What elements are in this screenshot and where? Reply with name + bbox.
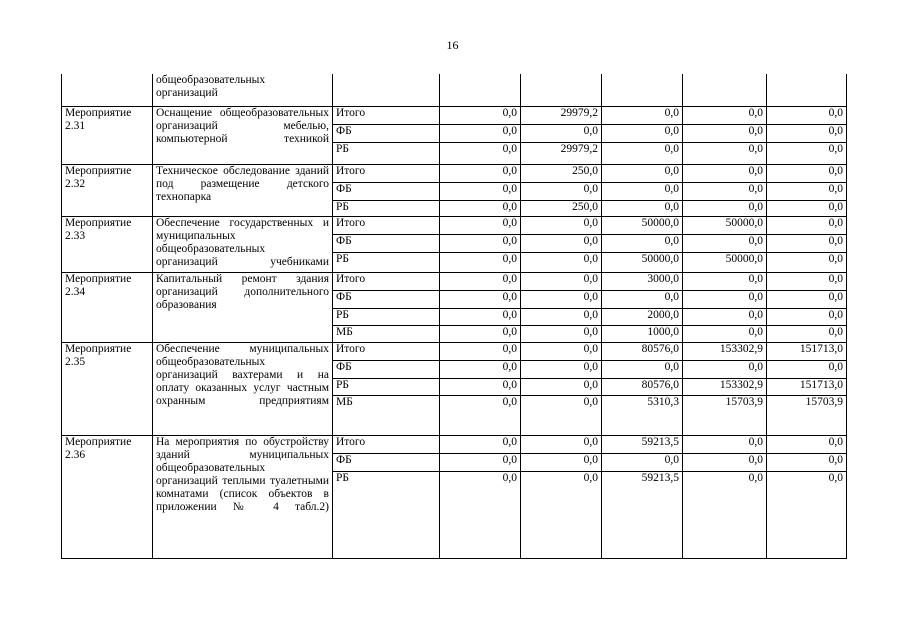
amount-cell: 0,0 bbox=[767, 325, 847, 342]
measure-description: Техническое обследование зданий под размещение детского технопарка bbox=[153, 164, 333, 216]
amount-cell: 50000,0 bbox=[602, 252, 683, 272]
measure-description: Оснащение общеобразовательных организаций мебелью, компьютерной техникой bbox=[153, 106, 333, 164]
amount-cell: 0,0 bbox=[767, 471, 847, 558]
amount-cell: 151713,0 bbox=[767, 342, 847, 360]
amount-cell: 80576,0 bbox=[602, 342, 683, 360]
amount-cell: 153302,9 bbox=[683, 378, 767, 395]
amount-cell: 0,0 bbox=[767, 164, 847, 182]
table-row bbox=[62, 216, 847, 234]
funding-source: ФБ bbox=[333, 234, 440, 252]
measure-id: Мероприятие 2.32 bbox=[62, 164, 153, 216]
amount-cell: 0,0 bbox=[767, 124, 847, 142]
continuation-empty-cell bbox=[767, 74, 847, 106]
amount-cell: 0,0 bbox=[683, 435, 767, 453]
continuation-empty-cell bbox=[521, 74, 602, 106]
continuation-empty-cell bbox=[333, 74, 440, 106]
amount-cell: 0,0 bbox=[440, 342, 521, 360]
amount-cell: 0,0 bbox=[683, 106, 767, 124]
amount-cell: 50000,0 bbox=[683, 252, 767, 272]
amount-cell: 0,0 bbox=[683, 200, 767, 216]
amount-cell: 0,0 bbox=[521, 234, 602, 252]
funding-source: ФБ bbox=[333, 182, 440, 200]
amount-cell: 250,0 bbox=[521, 164, 602, 182]
amount-cell: 29979,2 bbox=[521, 106, 602, 124]
amount-cell: 0,0 bbox=[683, 164, 767, 182]
measure-id: Мероприятие 2.36 bbox=[62, 435, 153, 558]
amount-cell: 59213,5 bbox=[602, 471, 683, 558]
amount-cell: 0,0 bbox=[683, 453, 767, 471]
amount-cell: 0,0 bbox=[440, 182, 521, 200]
amount-cell: 0,0 bbox=[767, 435, 847, 453]
amount-cell: 0,0 bbox=[440, 325, 521, 342]
amount-cell: 0,0 bbox=[521, 124, 602, 142]
amount-cell: 0,0 bbox=[521, 435, 602, 453]
funding-source: МБ bbox=[333, 325, 440, 342]
amount-cell: 29979,2 bbox=[521, 142, 602, 164]
amount-cell: 0,0 bbox=[521, 290, 602, 308]
amount-cell: 0,0 bbox=[602, 290, 683, 308]
amount-cell: 0,0 bbox=[440, 435, 521, 453]
amount-cell: 0,0 bbox=[767, 182, 847, 200]
amount-cell: 0,0 bbox=[602, 360, 683, 378]
funding-source: Итого bbox=[333, 342, 440, 360]
amount-cell: 0,0 bbox=[521, 182, 602, 200]
amount-cell: 0,0 bbox=[521, 272, 602, 290]
amount-cell: 0,0 bbox=[683, 471, 767, 558]
funding-source: Итого bbox=[333, 435, 440, 453]
table-row bbox=[62, 164, 847, 182]
continuation-row bbox=[62, 74, 847, 106]
amount-cell: 0,0 bbox=[602, 453, 683, 471]
amount-cell: 1000,0 bbox=[602, 325, 683, 342]
amount-cell: 80576,0 bbox=[602, 378, 683, 395]
amount-cell: 0,0 bbox=[767, 252, 847, 272]
amount-cell: 0,0 bbox=[602, 142, 683, 164]
amount-cell: 0,0 bbox=[602, 124, 683, 142]
measure-id: Мероприятие 2.31 bbox=[62, 106, 153, 164]
amount-cell: 59213,5 bbox=[602, 435, 683, 453]
amount-cell: 0,0 bbox=[440, 164, 521, 182]
amount-cell: 0,0 bbox=[440, 124, 521, 142]
amount-cell: 0,0 bbox=[521, 378, 602, 395]
table-row bbox=[62, 272, 847, 290]
funding-source: Итого bbox=[333, 164, 440, 182]
funding-source: РБ bbox=[333, 252, 440, 272]
amount-cell: 0,0 bbox=[683, 308, 767, 325]
funding-source: Итого bbox=[333, 106, 440, 124]
amount-cell: 0,0 bbox=[767, 360, 847, 378]
amount-cell: 3000,0 bbox=[602, 272, 683, 290]
funding-source: РБ bbox=[333, 200, 440, 216]
amount-cell: 0,0 bbox=[602, 200, 683, 216]
funding-source: РБ bbox=[333, 378, 440, 395]
amount-cell: 15703,9 bbox=[767, 395, 847, 435]
amount-cell: 0,0 bbox=[440, 395, 521, 435]
amount-cell: 0,0 bbox=[683, 124, 767, 142]
measure-description: Капитальный ремонт здания организаций дополнительного образования bbox=[153, 272, 333, 342]
measure-description: Обеспечение государственных и муниципальных общеобразовательных организаций учебниками bbox=[153, 216, 333, 272]
amount-cell: 250,0 bbox=[521, 200, 602, 216]
amount-cell: 0,0 bbox=[683, 142, 767, 164]
amount-cell: 5310,3 bbox=[602, 395, 683, 435]
amount-cell: 0,0 bbox=[440, 252, 521, 272]
funding-source: МБ bbox=[333, 395, 440, 435]
table-row bbox=[62, 435, 847, 453]
amount-cell: 0,0 bbox=[521, 360, 602, 378]
amount-cell: 0,0 bbox=[440, 471, 521, 558]
continuation-empty-cell bbox=[683, 74, 767, 106]
amount-cell: 0,0 bbox=[683, 234, 767, 252]
amount-cell: 0,0 bbox=[440, 200, 521, 216]
continuation-text: общеобразовательных организаций bbox=[153, 74, 333, 106]
amount-cell: 0,0 bbox=[521, 252, 602, 272]
amount-cell: 0,0 bbox=[683, 272, 767, 290]
amount-cell: 0,0 bbox=[683, 325, 767, 342]
amount-cell: 0,0 bbox=[440, 216, 521, 234]
amount-cell: 0,0 bbox=[440, 378, 521, 395]
amount-cell: 0,0 bbox=[440, 142, 521, 164]
measure-id: Мероприятие 2.33 bbox=[62, 216, 153, 272]
amount-cell: 0,0 bbox=[683, 182, 767, 200]
amount-cell: 0,0 bbox=[767, 106, 847, 124]
funding-source: Итого bbox=[333, 216, 440, 234]
measure-description: На мероприятия по обустройству зданий муниципальных общеобразовательных организаций теплыми туалетными комнатами (список объектов в приложении № 4 табл.2) bbox=[153, 435, 333, 558]
amount-cell: 0,0 bbox=[767, 216, 847, 234]
amount-cell: 0,0 bbox=[767, 290, 847, 308]
amount-cell: 0,0 bbox=[683, 360, 767, 378]
funding-source: Итого bbox=[333, 272, 440, 290]
amount-cell: 0,0 bbox=[440, 453, 521, 471]
funding-source: ФБ bbox=[333, 360, 440, 378]
amount-cell: 50000,0 bbox=[602, 216, 683, 234]
funding-source: ФБ bbox=[333, 290, 440, 308]
amount-cell: 0,0 bbox=[521, 325, 602, 342]
amount-cell: 0,0 bbox=[521, 216, 602, 234]
amount-cell: 0,0 bbox=[767, 234, 847, 252]
amount-cell: 50000,0 bbox=[683, 216, 767, 234]
amount-cell: 0,0 bbox=[440, 360, 521, 378]
amount-cell: 0,0 bbox=[521, 453, 602, 471]
measure-id: Мероприятие 2.35 bbox=[62, 342, 153, 435]
amount-cell: 0,0 bbox=[602, 182, 683, 200]
amount-cell: 0,0 bbox=[440, 272, 521, 290]
measure-id: Мероприятие 2.34 bbox=[62, 272, 153, 342]
amount-cell: 0,0 bbox=[440, 290, 521, 308]
table-row bbox=[62, 342, 847, 360]
amount-cell: 0,0 bbox=[602, 164, 683, 182]
amount-cell: 0,0 bbox=[767, 142, 847, 164]
page-number: 16 bbox=[446, 38, 459, 52]
amount-cell: 151713,0 bbox=[767, 378, 847, 395]
funding-source: ФБ bbox=[333, 124, 440, 142]
amount-cell: 0,0 bbox=[767, 272, 847, 290]
funding-source: ФБ bbox=[333, 453, 440, 471]
amount-cell: 0,0 bbox=[602, 106, 683, 124]
amount-cell: 0,0 bbox=[521, 395, 602, 435]
measure-description: Обеспечение муниципальных общеобразовательных организаций вахтерами и на оплату оказанных услуг частным охранным предприятиям bbox=[153, 342, 333, 435]
amount-cell: 0,0 bbox=[767, 308, 847, 325]
budget-table bbox=[61, 74, 847, 559]
amount-cell: 0,0 bbox=[521, 308, 602, 325]
amount-cell: 0,0 bbox=[440, 106, 521, 124]
amount-cell: 153302,9 bbox=[683, 342, 767, 360]
amount-cell: 0,0 bbox=[683, 290, 767, 308]
amount-cell: 15703,9 bbox=[683, 395, 767, 435]
continuation-empty-cell bbox=[602, 74, 683, 106]
amount-cell: 2000,0 bbox=[602, 308, 683, 325]
funding-source: РБ bbox=[333, 471, 440, 558]
amount-cell: 0,0 bbox=[521, 342, 602, 360]
funding-source: РБ bbox=[333, 142, 440, 164]
continuation-id-cell bbox=[62, 74, 153, 106]
amount-cell: 0,0 bbox=[440, 234, 521, 252]
amount-cell: 0,0 bbox=[602, 234, 683, 252]
table-row bbox=[62, 106, 847, 124]
amount-cell: 0,0 bbox=[767, 453, 847, 471]
amount-cell: 0,0 bbox=[521, 471, 602, 558]
amount-cell: 0,0 bbox=[767, 200, 847, 216]
amount-cell: 0,0 bbox=[440, 308, 521, 325]
funding-source: РБ bbox=[333, 308, 440, 325]
continuation-empty-cell bbox=[440, 74, 521, 106]
